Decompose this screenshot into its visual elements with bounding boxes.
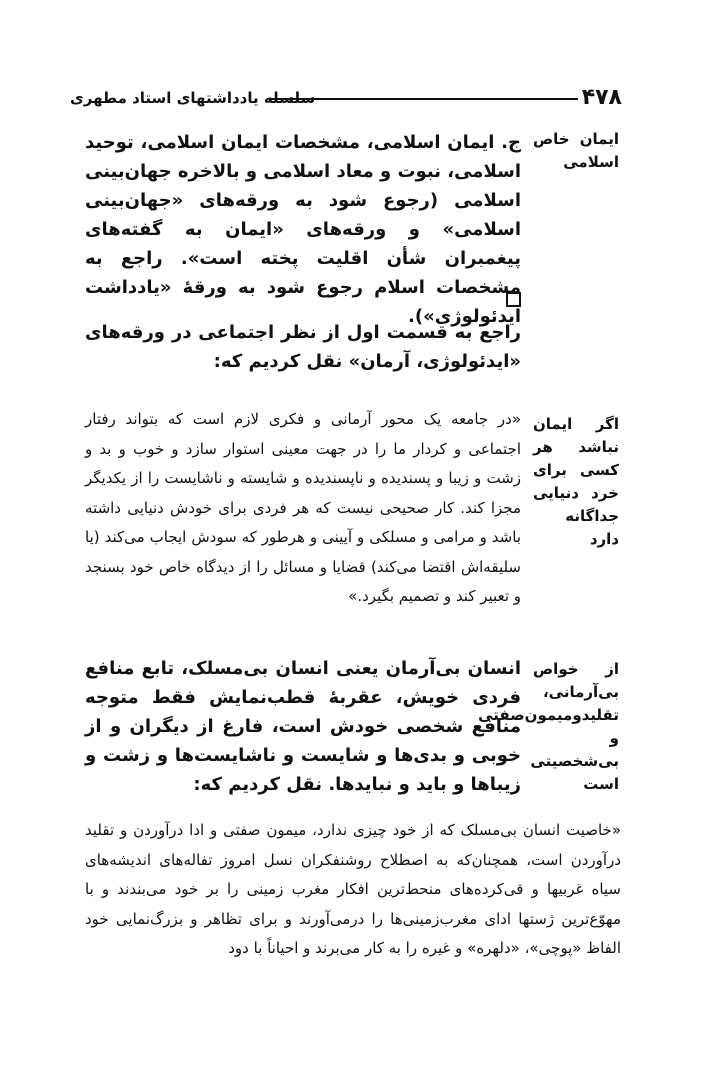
margin-note: ایمان خاص اسلامی — [533, 130, 619, 171]
quoted-passage: «در جامعه یک محور آرمانی و فکری لازم است که بتواند رفتار اجتماعی و کردار ما را در جهت معینی استوار سازد و خوب و بد و زشت و زیبا و پسندیده و ناپسندیده و شایسته و ناشایست را از یکدیگر مجزا کند. کار صحیحی نیست که هر فردی برای خودش دنیایی داشته باشد و مرامی و مسلکی و آیینی و هرطور که سودش ایجاب می‌کند (یا سلیقه‌اش اقتضا می‌کند) قضایا و مسائل را از دیدگاه خاص خود بسنجد و تعبیر کند و تصمیم بگیرد.» — [85, 410, 521, 605]
square-icon — [506, 292, 521, 307]
body-paragraph: راجع به قسمت اول از نظر اجتماعی در ورقه‌های «ایدئولوژی، آرمان» نقل کردیم که: — [85, 322, 521, 372]
section-end-marker — [506, 288, 521, 310]
header-rule — [270, 98, 578, 100]
running-title: سلسله یادداشتهای استاد مطهری — [70, 89, 316, 107]
body-paragraph: ج. ایمان اسلامی، مشخصات ایمان اسلامی، توحید اسلامی، نبوت و معاد اسلامی و بالاخره جهان‌بینی اسلامی (رجوع شود به ورقه‌های «جهان‌بینی اسلامی» و ورقه‌های «ایمان به گفته‌های پیغمبران شأن اقلیت پخته است». راجع به مشخصات اسلام رجوع شود به ورقهٔ «یادداشت ایدئولوژی»). — [84, 132, 521, 327]
quoted-passage: «خاصیت انسان بی‌مسلک که از خود چیزی ندارد، میمون صفتی و ادا درآوردن و تقلید درآوردن است، همچنان‌که به اصطلاح روشنفکران نسل امروز تفاله‌های اندیشه‌های سیاه غربیها و قی‌کرده‌های منحط‌ترین افکار مغرب زمینی را بر خود می‌بندند و با مهوّع‌ترین ژستها ادای مغرب‌زمینی‌ها را درمی‌آورند و برای تظاهر و بزرگ‌نمایی خود الفاظ «پوچی»، «دلهره» و غیره را به کار می‌برند و احیاناً با دود — [85, 821, 621, 957]
margin-note: از خواص بی‌آرمانی، تقلیدومیمون‌صفتی و بی‌شخصیتی است — [478, 660, 619, 793]
body-paragraph: انسان بی‌آرمان یعنی انسان بی‌مسلک، تابع منافع فردی خویش، عقربهٔ قطب‌نمایش فقط متوجه منافع شخصی خودش است، فارغ از دیگران و از خوبی و بدی‌ها و شایست و ناشایست‌ها و زشت و زیباها و باید و نبایدها. نقل کردیم که: — [85, 658, 521, 795]
margin-note: اگر ایمان نباشد هر کسی برای خرد دنیایی جداگانه دارد — [533, 415, 619, 548]
page-number: ۴۷۸ — [581, 85, 622, 110]
page-header — [70, 85, 622, 113]
